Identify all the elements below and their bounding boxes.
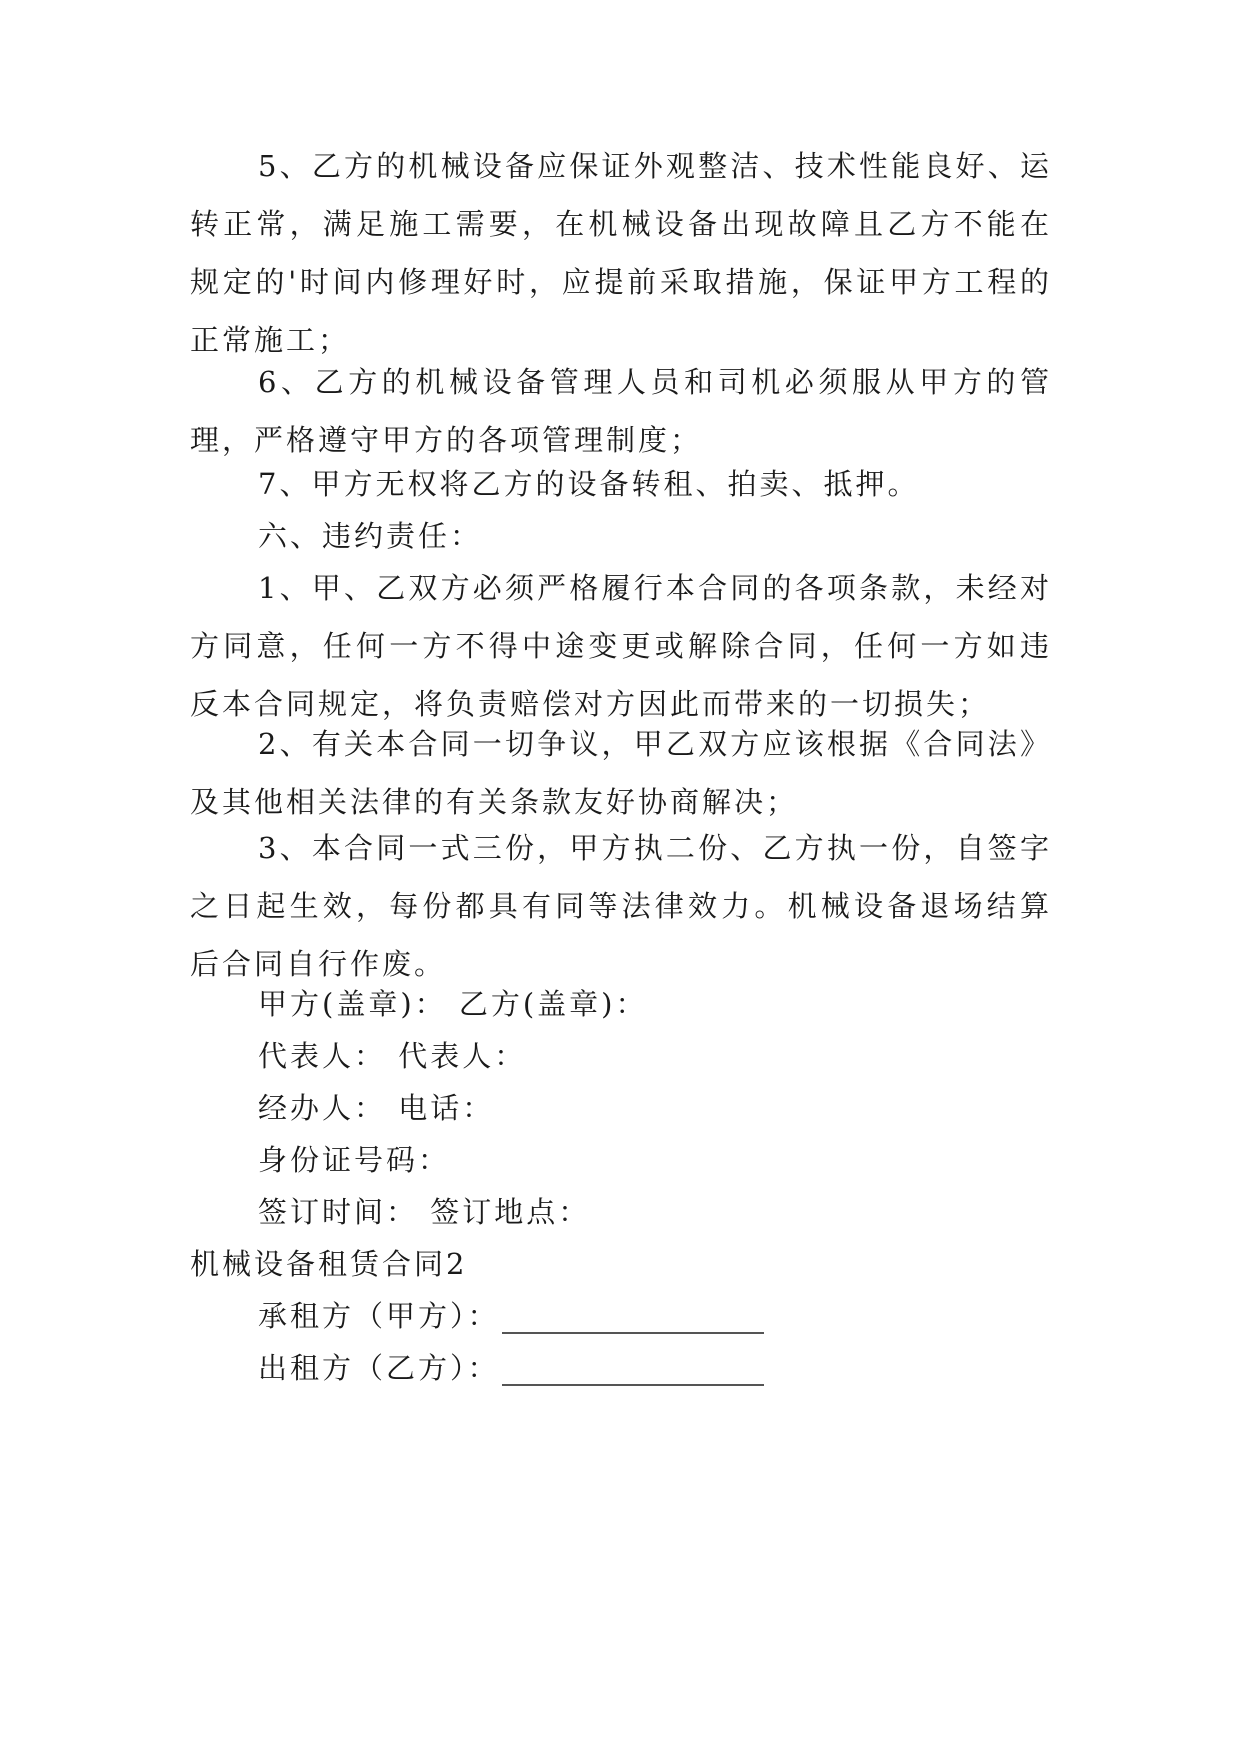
liability-clause-3-paragraph: 3、本合同一式三份，甲方执二份、乙方执一份，自签字之日起生效，每份都具有同等法律效力。机械设备退场结算后合同自行作废。 <box>190 831 1052 981</box>
handler-phone-line: 经办人： 电话： <box>258 1091 495 1125</box>
lessee-blank-field <box>502 1332 764 1334</box>
signing-time-place-line: 签订时间： 签订地点： <box>258 1195 591 1229</box>
representative-line: 代表人： 代表人： <box>258 1039 527 1073</box>
lessor-line <box>258 1339 764 1397</box>
liability-clause-1-paragraph: 1、甲、乙双方必须严格履行本合同的各项条款，未经对方同意，任何一方不得中途变更或解除合同，任何一方如违反本合同规定，将负责赔偿对方因此而带来的一切损失； <box>190 571 1052 721</box>
section-6-heading: 六、违约责任： <box>258 519 483 553</box>
second-contract-title: 机械设备租赁合同2 <box>190 1247 468 1281</box>
lessee-line <box>258 1287 764 1345</box>
lessor-label: 出租方（乙方）： <box>258 1351 500 1385</box>
clause-5-paragraph: 5、乙方的机械设备应保证外观整洁、技术性能良好、运转正常，满足施工需要，在机械设备出现故障且乙方不能在规定的'时间内修理好时，应提前采取措施，保证甲方工程的正常施工； <box>190 149 1052 357</box>
party-seal-line: 甲方(盖章)： 乙方(盖章)： <box>258 987 648 1021</box>
lessor-blank-field <box>502 1384 764 1386</box>
clause-7-paragraph: 7、甲方无权将乙方的设备转租、拍卖、抵押。 <box>258 467 920 501</box>
liability-clause-2-paragraph: 2、有关本合同一切争议，甲乙双方应该根据《合同法》及其他相关法律的有关条款友好协商解决； <box>190 727 1052 819</box>
clause-6-paragraph: 6、乙方的机械设备管理人员和司机必须服从甲方的管理，严格遵守甲方的各项管理制度； <box>190 365 1052 457</box>
id-number-line: 身份证号码： <box>258 1143 451 1177</box>
lessee-label: 承租方（甲方）： <box>258 1299 500 1333</box>
